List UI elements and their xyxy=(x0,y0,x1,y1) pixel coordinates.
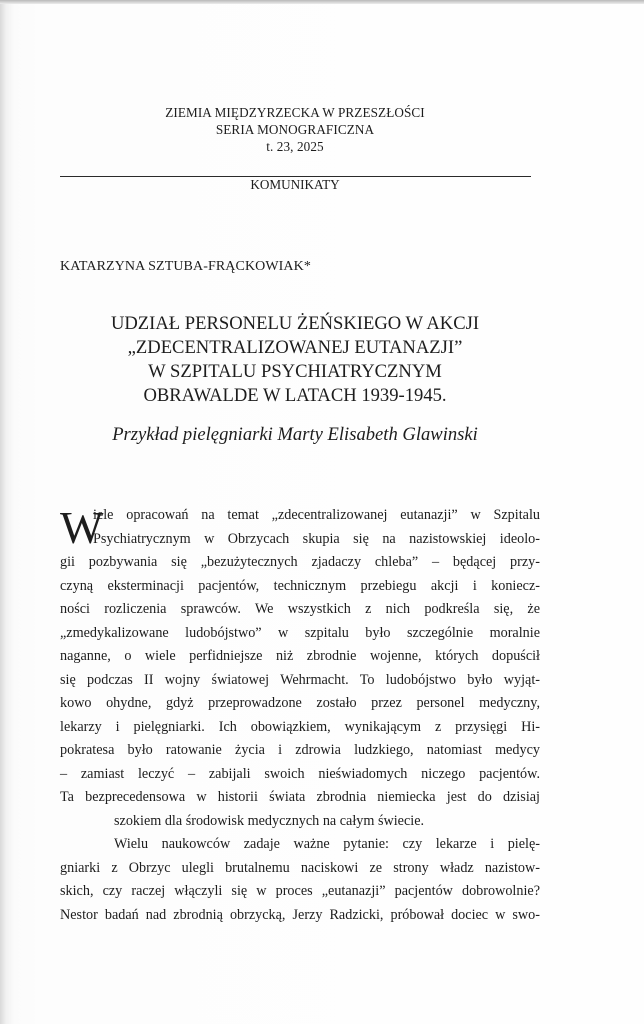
body-line: Wielu naukowców zadaje ważne pytanie: czy lekarze i pielę- xyxy=(114,836,540,852)
body-line: skich, czy raczej włączyli się w proces „eutanazji” pacjentów dobrowolnie? xyxy=(60,883,540,899)
body-line: Nestor badań nad zbrodnią obrzycką, Jerzy Radzicki, próbował dociec w swo- xyxy=(60,906,540,923)
series-title: SERIA MONOGRAFICZNA xyxy=(215,122,375,137)
author-name: KATARZYNA SZTUBA-FRĄCKOWIAK* xyxy=(60,259,311,274)
article-title xyxy=(60,312,530,408)
section-label: KOMUNIKATY xyxy=(250,177,340,192)
title-line: „ZDECENTRALIZOWANEJ EUTANAZJI” xyxy=(127,337,463,358)
volume-info: t. 23, 2025 xyxy=(266,139,324,154)
body-line: się podczas II wojny światowej Wehrmacht. To ludobójstwo było wyjąt- xyxy=(60,671,540,688)
running-header xyxy=(60,104,530,155)
body-line: lekarzy i pielęgniarki. Ich obowiązkiem, wynikającym z przysięgi Hi- xyxy=(60,718,540,735)
body-line: kowo ohydne, gdyż przeprowadzone zostało przez personel medyczny, xyxy=(60,695,540,711)
body-line: szokiem dla środowisk medycznych na całym świecie. xyxy=(114,812,425,829)
journal-title: ZIEMIA MIĘDZYRZECKA W PRZESZŁOŚCI xyxy=(165,105,425,120)
page-edge xyxy=(0,0,644,4)
drop-cap: W xyxy=(60,502,104,553)
title-line: W SZPITALU PSYCHIATRYCZNYM xyxy=(148,361,442,382)
body-line: „zmedykalizowane ludobójstwo” w szpitalu było szczególnie moralnie xyxy=(60,624,540,641)
body-line: Psychiatrycznym w Obrzycach skupia się na nazistowskiej ideolo- xyxy=(93,530,540,547)
body-line: Ta bezprecedensowa w historii świata zbrodnia niemiecka jest do dzisiaj xyxy=(60,789,540,805)
body-line: pokratesa było ratowanie życia i zdrowia ludzkiego, natomiast medycy xyxy=(60,742,540,758)
body-line: – zamiast leczyć – zabijali swoich nieświadomych niczego pacjentów. xyxy=(60,765,540,782)
title-line: OBRAWALDE W LATACH 1939-1945. xyxy=(143,385,447,406)
body-line: czyną eksterminacji pacjentów, technicznym przebiegu akcji i koniecz- xyxy=(60,577,540,594)
title-line: UDZIAŁ PERSONELU ŻEŃSKIEGO W AKCJI xyxy=(110,313,480,334)
article-subtitle: Przykład pielęgniarki Marty Elisabeth Glawinski xyxy=(112,424,478,445)
body-line: ności rozliczenia sprawców. We wszystkich z nich podkreśla się, że xyxy=(60,601,540,617)
body-line: gii pozbywania się „bezużytecznych zjadaczy chleba” – będącej przy- xyxy=(60,554,540,570)
body-line: iele opracowań na temat „zdecentralizowanej eutanazji” w Szpitalu xyxy=(93,507,540,523)
body-line: gniarki z Obrzyc ulegli brutalnemu naciskowi ze strony władz nazistow- xyxy=(60,859,540,876)
article-body xyxy=(60,504,540,927)
body-line: naganne, o wiele perfidniejsze niż zbrodnie wojenne, których dopuścił xyxy=(60,648,540,664)
